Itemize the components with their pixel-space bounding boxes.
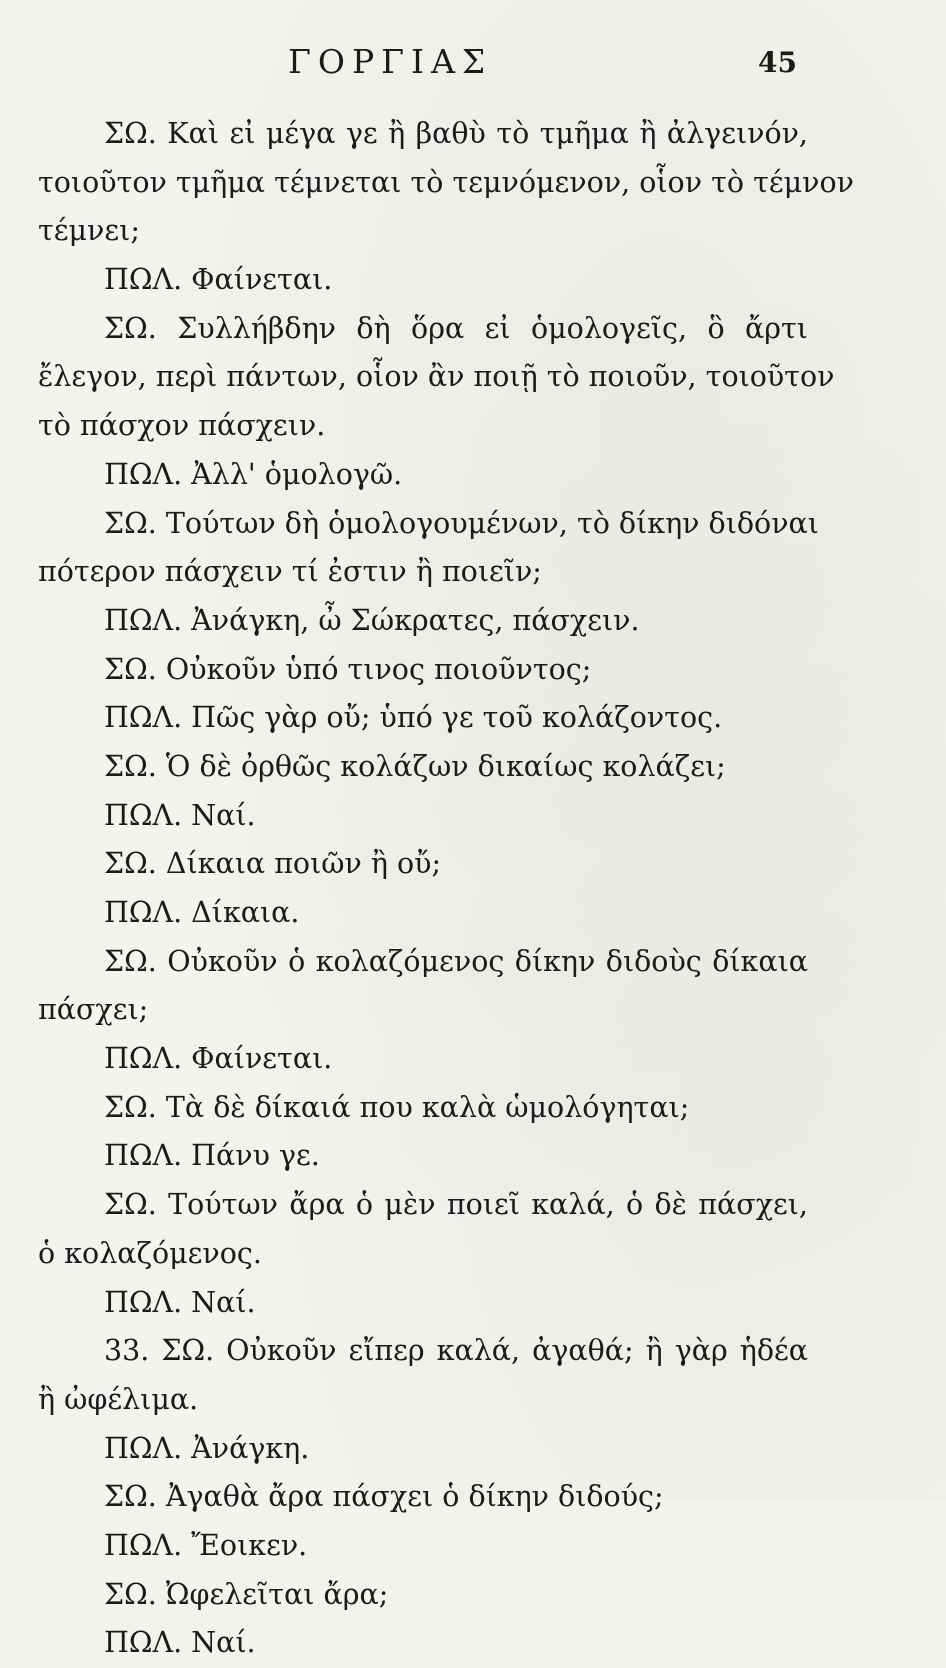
running-head xyxy=(0,42,946,92)
text-line: τοιοῦτον τμῆμα τέμνεται τὸ τεμνόμενον, οἷον τὸ τέμνον xyxy=(38,165,854,199)
text-line: ἢ ὠφέλιμα. xyxy=(38,1382,199,1416)
text-line: ΣΩ. Καὶ εἰ μέγα γε ἢ βαθὺ τὸ τμῆμα ἢ ἀλγεινόν, xyxy=(104,117,808,150)
text-line: ΠΩΛ. Ἔοικεν. xyxy=(104,1528,308,1562)
text-line: ΣΩ. Δίκαια ποιῶν ἢ οὔ; xyxy=(104,847,442,881)
text-line: ΠΩΛ. Δίκαια. xyxy=(104,896,300,929)
text-line: τὸ πάσχον πάσχειν. xyxy=(38,409,326,443)
text-line: ΣΩ. Οὐκοῦν ὁ κολαζόμενος δίκην διδοὺς δίκαια xyxy=(104,944,808,978)
text-line: πάσχει; xyxy=(38,993,149,1027)
text-line: τέμνει; xyxy=(38,214,140,248)
text-line: ΣΩ. Τὰ δὲ δίκαιά που καλὰ ὡμολόγηται; xyxy=(104,1090,690,1124)
text-line: ἔλεγον, περὶ πάντων, οἷον ἂν ποιῇ τὸ ποιοῦν, τοιοῦτον xyxy=(38,360,835,394)
text-line: πότερον πάσχειν τί ἐστιν ἢ ποιεῖν; xyxy=(38,555,542,589)
text-line: ΠΩΛ. Ναί. xyxy=(104,1285,256,1319)
text-line: ὁ κολαζόμενος. xyxy=(38,1236,262,1270)
text-line: ΣΩ. Οὐκοῦν ὑπό τινος ποιοῦντος; xyxy=(104,652,592,686)
text-line: ΠΩΛ. Ἀνάγκη. xyxy=(104,1431,310,1465)
dialogue-text xyxy=(38,110,854,1668)
text-line: ΠΩΛ. Φαίνεται. xyxy=(104,1042,333,1076)
text-line: 33. ΣΩ. Οὐκοῦν εἴπερ καλά, ἀγαθά; ἢ γὰρ ἡδέα xyxy=(104,1334,808,1368)
text-line: ΣΩ. Τούτων δὴ ὁμολογουμένων, τὸ δίκην διδόναι xyxy=(104,506,819,540)
text-line: ΣΩ. Ὁ δὲ ὀρθῶς κολάζων δικαίως κολάζει; xyxy=(104,749,726,783)
text-line: ΣΩ. Συλλήβδην δὴ ὅρα εἰ ὁμολογεῖς, ὃ ἄρτι xyxy=(104,311,808,345)
text-line: ΠΩΛ. Ναί. xyxy=(104,798,256,832)
text-line: ΠΩΛ. Φαίνεται. xyxy=(104,263,333,297)
text-line: ΠΩΛ. Ἀνάγκη, ὦ Σώκρατες, πάσχειν. xyxy=(104,603,640,637)
text-line: ΠΩΛ. Πάνυ γε. xyxy=(104,1139,320,1173)
text-line: ΣΩ. Ἀγαθὰ ἄρα πάσχει ὁ δίκην διδούς; xyxy=(104,1480,664,1514)
text-line: ΣΩ. Ὠφελεῖται ἄρα; xyxy=(104,1577,389,1611)
text-line: ΠΩΛ. Πῶς γὰρ οὔ; ὑπό γε τοῦ κολάζοντος. xyxy=(104,701,723,735)
text-line: ΠΩΛ. Ναί. xyxy=(104,1626,256,1660)
page-number: 45 xyxy=(758,46,797,79)
text-line: ΣΩ. Τούτων ἄρα ὁ μὲν ποιεῖ καλά, ὁ δὲ πάσχει, xyxy=(104,1188,808,1222)
text-line: ΠΩΛ. Ἀλλ' ὁμολογῶ. xyxy=(104,457,403,491)
running-title: ΓΟΡΓΙΑΣ xyxy=(288,42,493,81)
